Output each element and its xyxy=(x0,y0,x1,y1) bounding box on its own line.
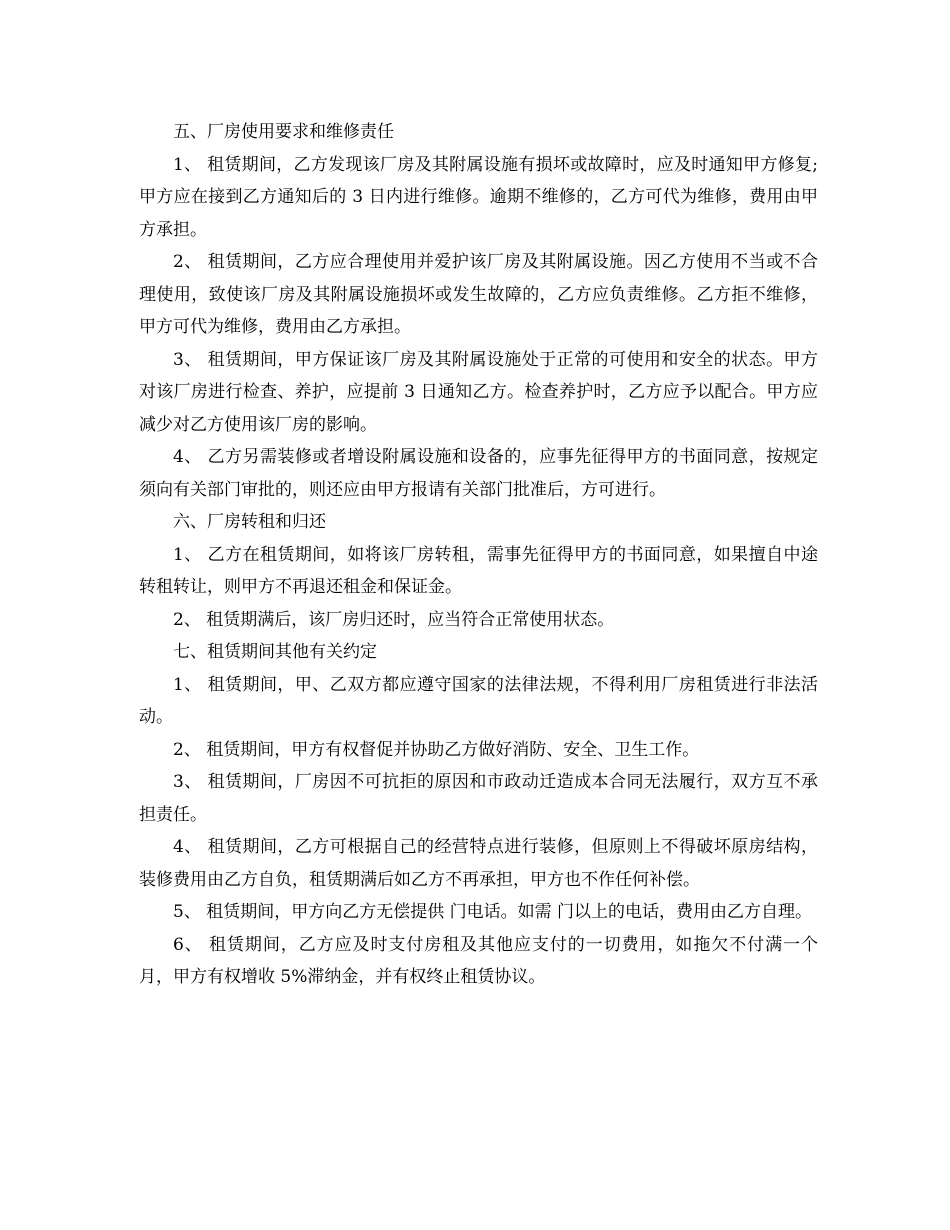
clause-paragraph: 4、 乙方另需装修或者增设附属设施和设备的，应事先征得甲方的书面同意，按规定须向有关部门审批的，则还应由甲方报请有关部门批准后，方可进行。 xyxy=(139,447,818,500)
clause-paragraph: 2、 租赁期间，甲方有权督促并协助乙方做好消防、安全、卫生工作。 xyxy=(173,739,700,760)
clause-paragraph: 2、 租赁期间，乙方应合理使用并爱护该厂房及其附属设施。因乙方使用不当或不合理使用，致使该厂房及其附属设施损坏或发生故障的，乙方应负责维修。乙方拒不维修，甲方可代为维修，费用由乙方承担。 xyxy=(139,252,818,337)
clause-paragraph: 3、 租赁期间，厂房因不可抗拒的原因和市政动迁造成本合同无法履行，双方互不承担责任。 xyxy=(139,772,818,825)
clause-paragraph: 1、 租赁期间，乙方发现该厂房及其附属设施有损坏或故障时，应及时通知甲方修复;甲方应在接到乙方通知后的 3 日内进行维修。逾期不维修的，乙方可代为维修，费用由甲方承担。 xyxy=(139,154,818,240)
clause-paragraph: 4、 租赁期间，乙方可根据自己的经营特点进行装修，但原则上不得破坏原房结构，装修费用由乙方自负，租赁期满后如乙方不再承担，甲方也不作任何补偿。 xyxy=(139,837,818,890)
clause-paragraph: 3、 租赁期间，甲方保证该厂房及其附属设施处于正常的可使用和安全的状态。甲方对该厂房进行检查、养护，应提前 3 日通知乙方。检查养护时，乙方应予以配合。甲方应减少对乙方使用该厂房的影响。 xyxy=(139,349,818,435)
clause-paragraph: 1、 乙方在租赁期间，如将该厂房转租，需事先征得甲方的书面同意，如果擅自中途转租转让，则甲方不再退还租金和保证金。 xyxy=(139,544,818,597)
section-heading: 七、租赁期间其他有关约定 xyxy=(173,642,377,662)
section-heading: 六、厂房转租和归还 xyxy=(173,512,326,532)
clause-paragraph: 1、 租赁期间，甲、乙双方都应遵守国家的法律法规，不得利用厂房租赁进行非法活动。 xyxy=(139,674,818,727)
clause-paragraph: 6、 租赁期间，乙方应及时支付房租及其他应支付的一切费用，如拖欠不付满一个月，甲方有权增收 5%滞纳金，并有权终止租赁协议。 xyxy=(139,934,818,987)
clause-paragraph: 2、 租赁期满后，该厂房归还时，应当符合正常使用状态。 xyxy=(173,609,615,630)
clause-paragraph: 5、 租赁期间，甲方向乙方无偿提供 门电话。如需 门以上的电话，费用由乙方自理。 xyxy=(173,902,813,922)
section-heading: 五、厂房使用要求和维修责任 xyxy=(173,122,394,142)
